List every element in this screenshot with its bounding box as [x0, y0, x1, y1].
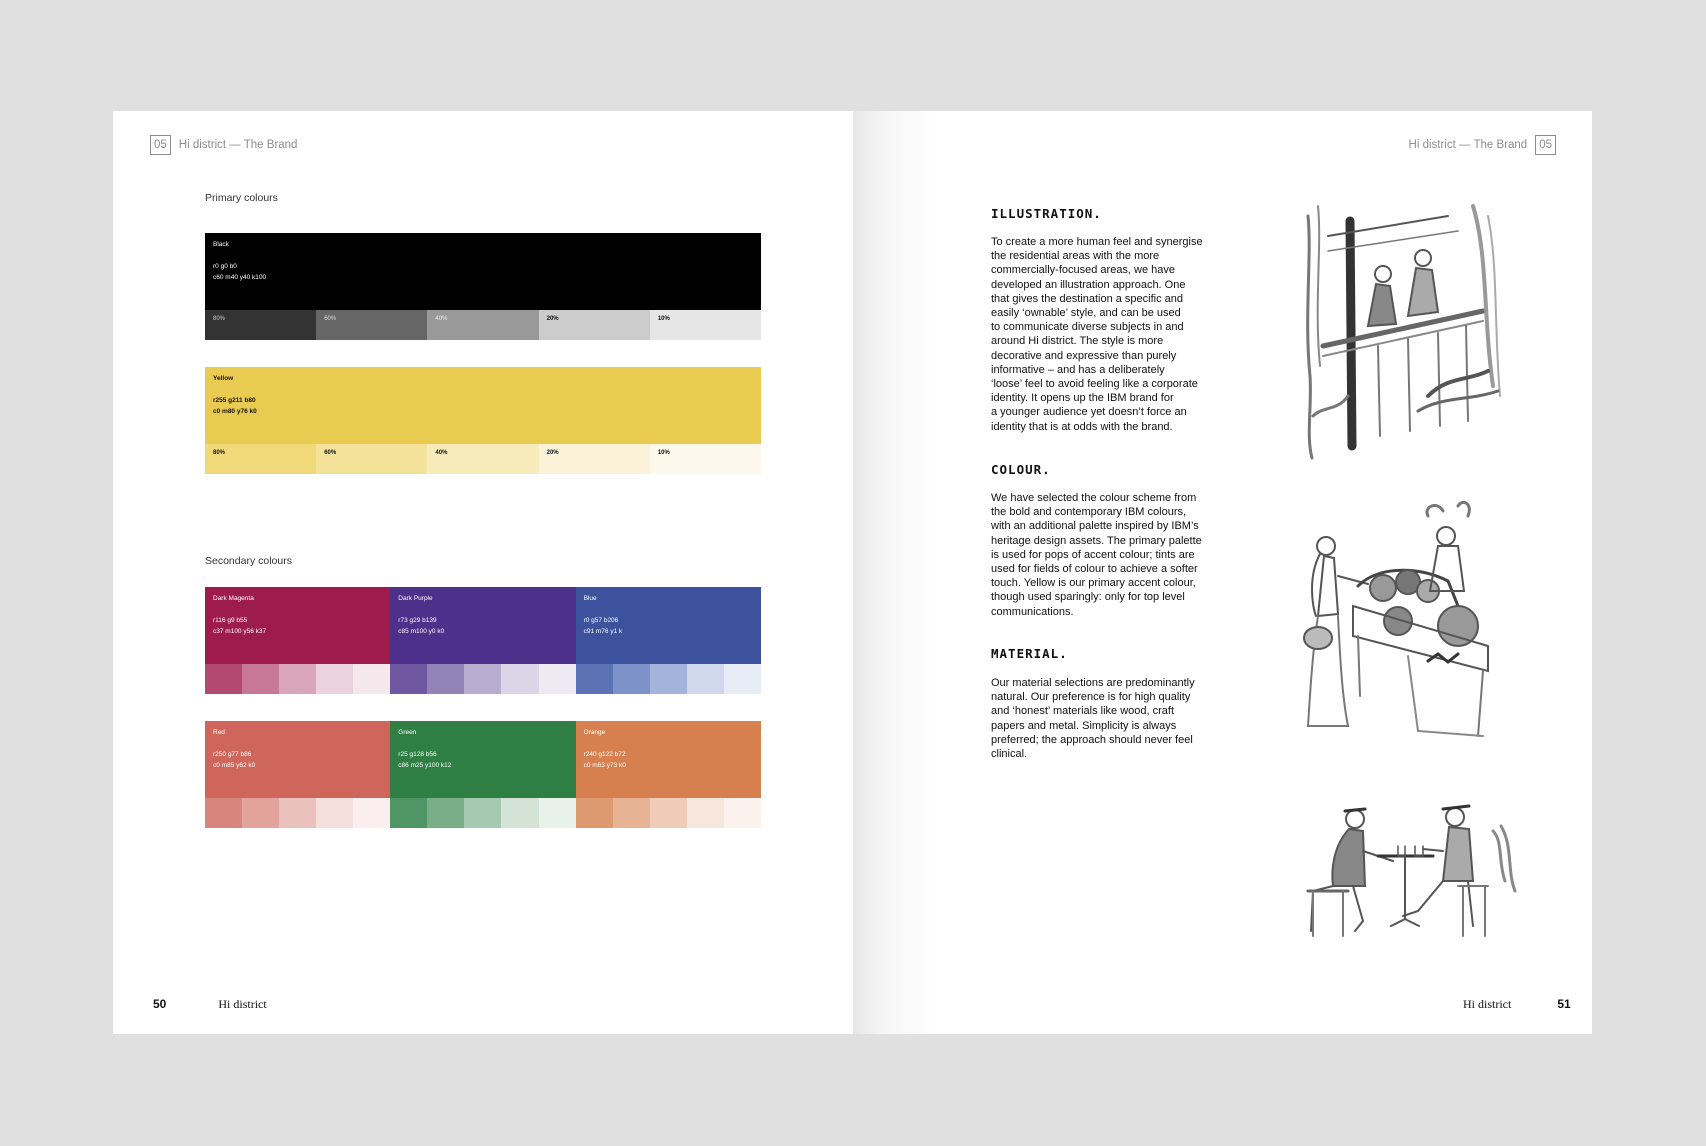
paragraph-line: preferred; the approach should never feel	[991, 733, 1193, 746]
green-swatch	[390, 721, 575, 828]
swatch-cmyk: c86 m25 y100 k12	[398, 762, 452, 769]
black-swatch	[205, 233, 761, 340]
section-number-box: 05	[1535, 135, 1556, 155]
paragraph-line: ‘loose’ feel to avoid feeling like a corporate	[991, 378, 1198, 391]
paragraph-line: easily ‘ownable’ style, and can be used	[991, 307, 1181, 320]
tint-60: 60%	[316, 310, 427, 340]
dark-purple-tints	[390, 664, 575, 694]
red-swatch	[205, 721, 390, 828]
dark-magenta-swatch	[205, 587, 390, 694]
swatch-cmyk: c0 m63 y73 k0	[583, 762, 626, 769]
colour-paragraph	[991, 491, 1221, 619]
swatch-rgb: r25 g128 b56	[398, 751, 437, 758]
swatch-name: Dark Magenta	[213, 595, 254, 602]
primary-colours-label: Primary colours	[205, 192, 278, 204]
dark-magenta-tints	[205, 664, 390, 694]
paragraph-line: informative – and has a deliberately	[991, 363, 1165, 376]
orange-tints	[576, 798, 761, 828]
material-paragraph	[991, 676, 1221, 761]
paragraph-line: identity that is at odds with the brand.	[991, 420, 1173, 433]
paragraph-line: identity. It opens up the IBM brand for	[991, 392, 1174, 405]
swatch-rgb: r240 g122 b72	[583, 751, 626, 758]
section-title: Hi district — The Brand	[178, 139, 298, 151]
tint-60: 60%	[316, 444, 427, 474]
paragraph-line: a younger audience yet doesn’t force an	[991, 406, 1187, 419]
paragraph-line: We have selected the colour scheme from	[991, 492, 1197, 504]
yellow-swatch	[205, 367, 761, 474]
swatch-cmyk: c91 m76 y1 k	[583, 628, 623, 635]
tint-40: 40%	[427, 310, 538, 340]
swatch-cmyk: c85 m100 y0 k0	[398, 628, 445, 635]
section-number-box: 05	[150, 135, 171, 155]
paragraph-line: commercially-focused areas, we have	[991, 264, 1176, 277]
swatch-rgb: r250 g77 b86	[213, 751, 252, 758]
illustration-paragraph	[991, 235, 1221, 434]
paragraph-line: clinical.	[991, 748, 1028, 761]
swatch-rgb: r0 g0 b0	[213, 263, 237, 270]
swatch-name: Yellow	[213, 375, 234, 382]
right-page	[853, 111, 1592, 1034]
tint-10: 10%	[650, 444, 761, 474]
swatch-name: Orange	[583, 729, 606, 736]
paragraph-line: To create a more human feel and synergise	[991, 236, 1203, 248]
tint-20: 20%	[539, 444, 650, 474]
left-page	[113, 111, 853, 1034]
orange-swatch	[576, 721, 761, 828]
black-swatch-main	[205, 233, 761, 310]
paragraph-line: developed an illustration approach. One	[991, 278, 1186, 291]
paragraph-line: used for fields of colour to achieve a softer	[991, 563, 1198, 576]
paragraph-line: the bold and contemporary IBM colours,	[991, 506, 1187, 519]
secondary-row-1	[205, 587, 761, 694]
publication-name-right: Hi district	[1463, 997, 1512, 1011]
swatch-name: Dark Purple	[398, 595, 433, 602]
illustration-heading: ILLUSTRATION.	[991, 206, 1102, 221]
section-title: Hi district — The Brand	[1408, 139, 1528, 151]
tint-40: 40%	[427, 444, 538, 474]
red-tints	[205, 798, 390, 828]
blue-swatch	[576, 587, 761, 694]
paragraph-line: is used for pops of accent colour; tints are	[991, 548, 1195, 561]
paragraph-line: touch. Yellow is our primary accent colour,	[991, 577, 1196, 590]
swatch-rgb: r73 g29 b139	[398, 617, 437, 624]
paragraph-line: heritage design assets. The primary palette	[991, 534, 1202, 547]
footer-right	[1463, 997, 1571, 1012]
material-heading: MATERIAL.	[991, 646, 1068, 661]
paragraph-line: and ‘honest’ materials like wood, craft	[991, 705, 1175, 718]
swatch-cmyk: c37 m100 y56 k37	[213, 628, 267, 635]
paragraph-line: natural. Our preference is for high quality	[991, 691, 1191, 704]
paragraph-line: around Hi district. The style is more	[991, 335, 1164, 348]
green-tints	[390, 798, 575, 828]
blue-tints	[576, 664, 761, 694]
tint-80: 80%	[205, 310, 316, 340]
cafe-table-illustration	[1293, 791, 1518, 941]
swatch-name: Red	[213, 729, 225, 736]
page-number-left: 50	[153, 997, 167, 1011]
black-tints	[205, 310, 761, 340]
footer-left	[153, 997, 267, 1012]
dark-purple-swatch	[390, 587, 575, 694]
balcony-illustration	[1298, 196, 1508, 461]
swatch-cmyk: c0 m85 y62 k0	[213, 762, 256, 769]
colour-heading: COLOUR.	[991, 462, 1051, 477]
page-number-right: 51	[1557, 997, 1571, 1011]
swatch-name: Green	[398, 729, 417, 736]
paragraph-line: the residential areas with the more	[991, 250, 1160, 263]
swatch-rgb: r116 g9 b55	[213, 617, 248, 624]
swatch-cmyk: c0 m80 y76 k0	[213, 408, 257, 415]
paragraph-line: to communicate diverse subjects in and	[991, 321, 1184, 334]
swatch-cmyk: c60 m40 y40 k100	[213, 274, 267, 281]
section-header-right	[1409, 135, 1556, 155]
tint-20: 20%	[539, 310, 650, 340]
brochure-spread	[113, 111, 1592, 1034]
swatch-rgb: r0 g57 b206	[583, 617, 619, 624]
tint-80: 80%	[205, 444, 316, 474]
secondary-row-2	[205, 721, 761, 828]
paragraph-line: papers and metal. Simplicity is always	[991, 719, 1177, 732]
swatch-name: Blue	[583, 595, 597, 602]
paragraph-line: though used sparingly: only for top level	[991, 591, 1185, 604]
paragraph-line: communications.	[991, 605, 1074, 618]
paragraph-line: decorative and expressive than purely	[991, 349, 1177, 362]
paragraph-line: with an additional palette inspired by IBM’s	[991, 520, 1199, 533]
tint-10: 10%	[650, 310, 761, 340]
market-stall-illustration	[1298, 496, 1508, 741]
paragraph-line: Our material selections are predominantly	[991, 677, 1195, 689]
yellow-swatch-main	[205, 367, 761, 444]
publication-name-left: Hi district	[218, 997, 267, 1011]
section-header-left	[150, 135, 297, 155]
secondary-colours-label: Secondary colours	[205, 555, 292, 567]
swatch-rgb: r255 g211 b80	[213, 397, 256, 404]
swatch-name: Black	[213, 241, 229, 248]
paragraph-line: that gives the destination a specific and	[991, 292, 1184, 305]
yellow-tints	[205, 444, 761, 474]
